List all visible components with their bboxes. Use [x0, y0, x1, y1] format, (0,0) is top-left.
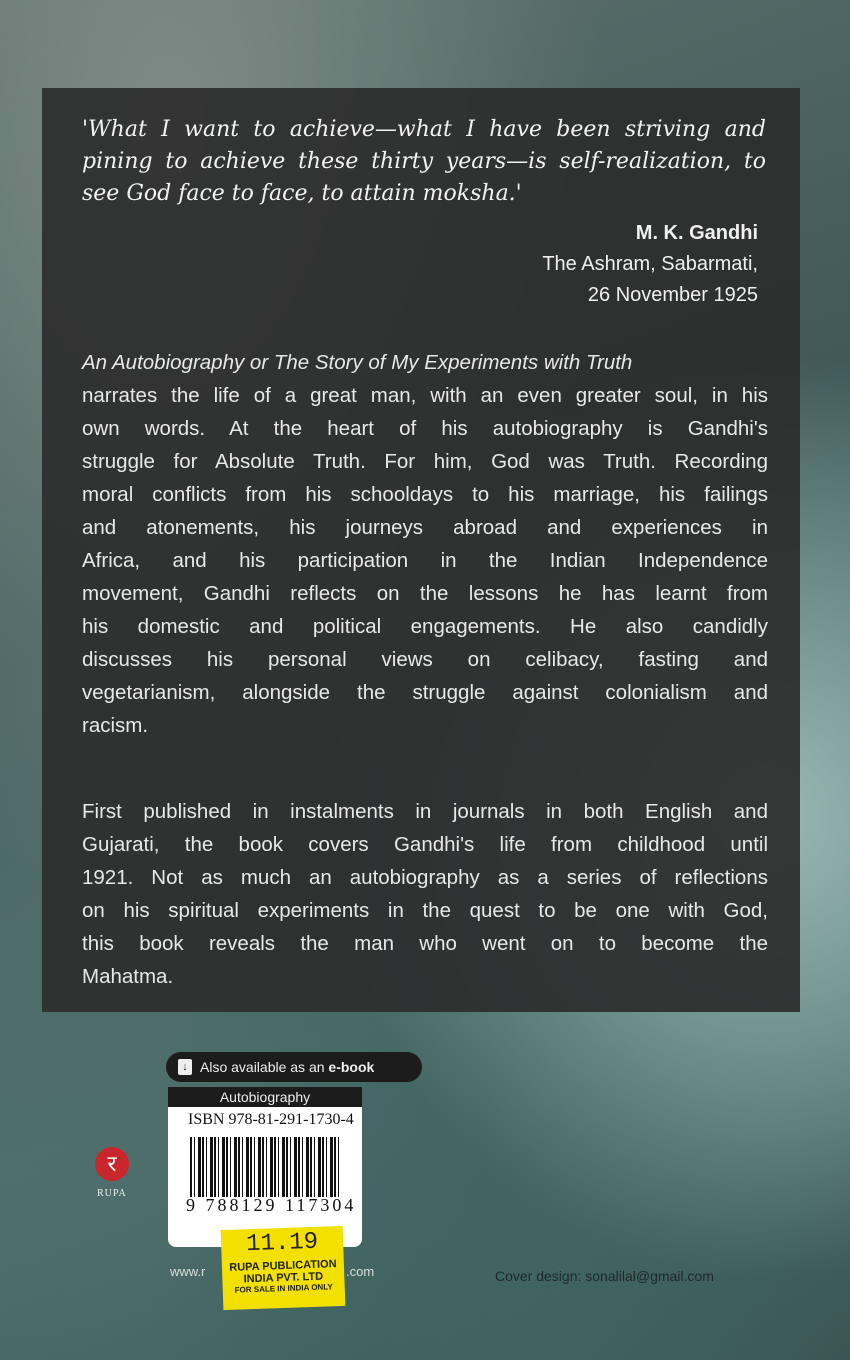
description-line: Gujarati, the book covers Gandhi's life from childhood until: [82, 833, 768, 856]
description-line: movement, Gandhi reflects on the lessons he has learnt from: [82, 582, 768, 605]
description-line: narrates the life of a great man, with an even greater soul, in his: [82, 384, 768, 407]
description-line: discusses his personal views on celibacy, fasting and: [82, 648, 768, 671]
description-line: his domestic and political engagements. He also candidly: [82, 615, 768, 638]
description-line: First published in instalments in journals in both English and: [82, 800, 768, 823]
price: 11.19: [245, 1228, 319, 1259]
place: The Ashram, Sabarmati,: [542, 253, 758, 275]
attribution: [542, 218, 758, 311]
description-line: Mahatma.: [82, 965, 174, 988]
description-line: An Autobiography or The Story of My Experiments with Truth: [82, 351, 633, 374]
download-icon: ↓: [178, 1059, 192, 1075]
description-line: struggle for Absolute Truth. For him, God was Truth. Recording: [82, 450, 768, 473]
gandhi-quote: [82, 114, 766, 210]
barcode: [190, 1137, 340, 1197]
barcode-digits: 9 788129 117304: [186, 1195, 357, 1215]
description-line: racism.: [82, 714, 149, 737]
quote-line: see God face to face, to attain moksha.': [82, 181, 522, 206]
ebook-badge: [166, 1052, 422, 1082]
date: 26 November 1925: [587, 284, 758, 306]
description-line: on his spiritual experiments in the quest to be one with God,: [82, 899, 768, 922]
publisher-name: RUPA: [97, 1188, 127, 1199]
genre-label: Autobiography: [168, 1087, 362, 1107]
website-start: www.r: [170, 1264, 206, 1279]
isbn: ISBN 978-81-291-1730-4: [188, 1111, 354, 1128]
price-sticker: [221, 1226, 346, 1310]
description-line: 1921. Not as much an autobiography as a series of reflections: [82, 866, 768, 889]
quote-line: pining to achieve these thirty years—is self-realization, to: [82, 149, 766, 174]
sticker-line: FOR SALE IN INDIA ONLY: [234, 1282, 333, 1295]
description-paragraph-2: [82, 795, 768, 993]
author-name: M. K. Gandhi: [635, 222, 758, 244]
sticker-line: RUPA PUBLICATION: [229, 1258, 337, 1274]
rupa-logo: र: [95, 1147, 129, 1181]
ebook-bold: e-book: [328, 1059, 375, 1075]
description-paragraph-1: [82, 346, 768, 742]
quote-line: 'What I want to achieve—what I have been striving and: [82, 117, 766, 142]
sticker-line: INDIA PVT. LTD: [243, 1270, 324, 1286]
website-end: .com: [346, 1264, 375, 1279]
ebook-text: Also available as an: [200, 1059, 325, 1075]
description-line: moral conflicts from his schooldays to his marriage, his failings: [82, 483, 768, 506]
description-line: this book reveals the man who went on to become the: [82, 932, 768, 955]
description-line: Africa, and his participation in the Indian Independence: [82, 549, 768, 572]
description-line: own words. At the heart of his autobiography is Gandhi's: [82, 417, 768, 440]
cover-design-credit: Cover design: sonalilal@gmail.com: [495, 1268, 714, 1284]
description-line: vegetarianism, alongside the struggle against colonialism and: [82, 681, 768, 704]
description-line: and atonements, his journeys abroad and experiences in: [82, 516, 768, 539]
back-cover-panel: [42, 88, 800, 1012]
